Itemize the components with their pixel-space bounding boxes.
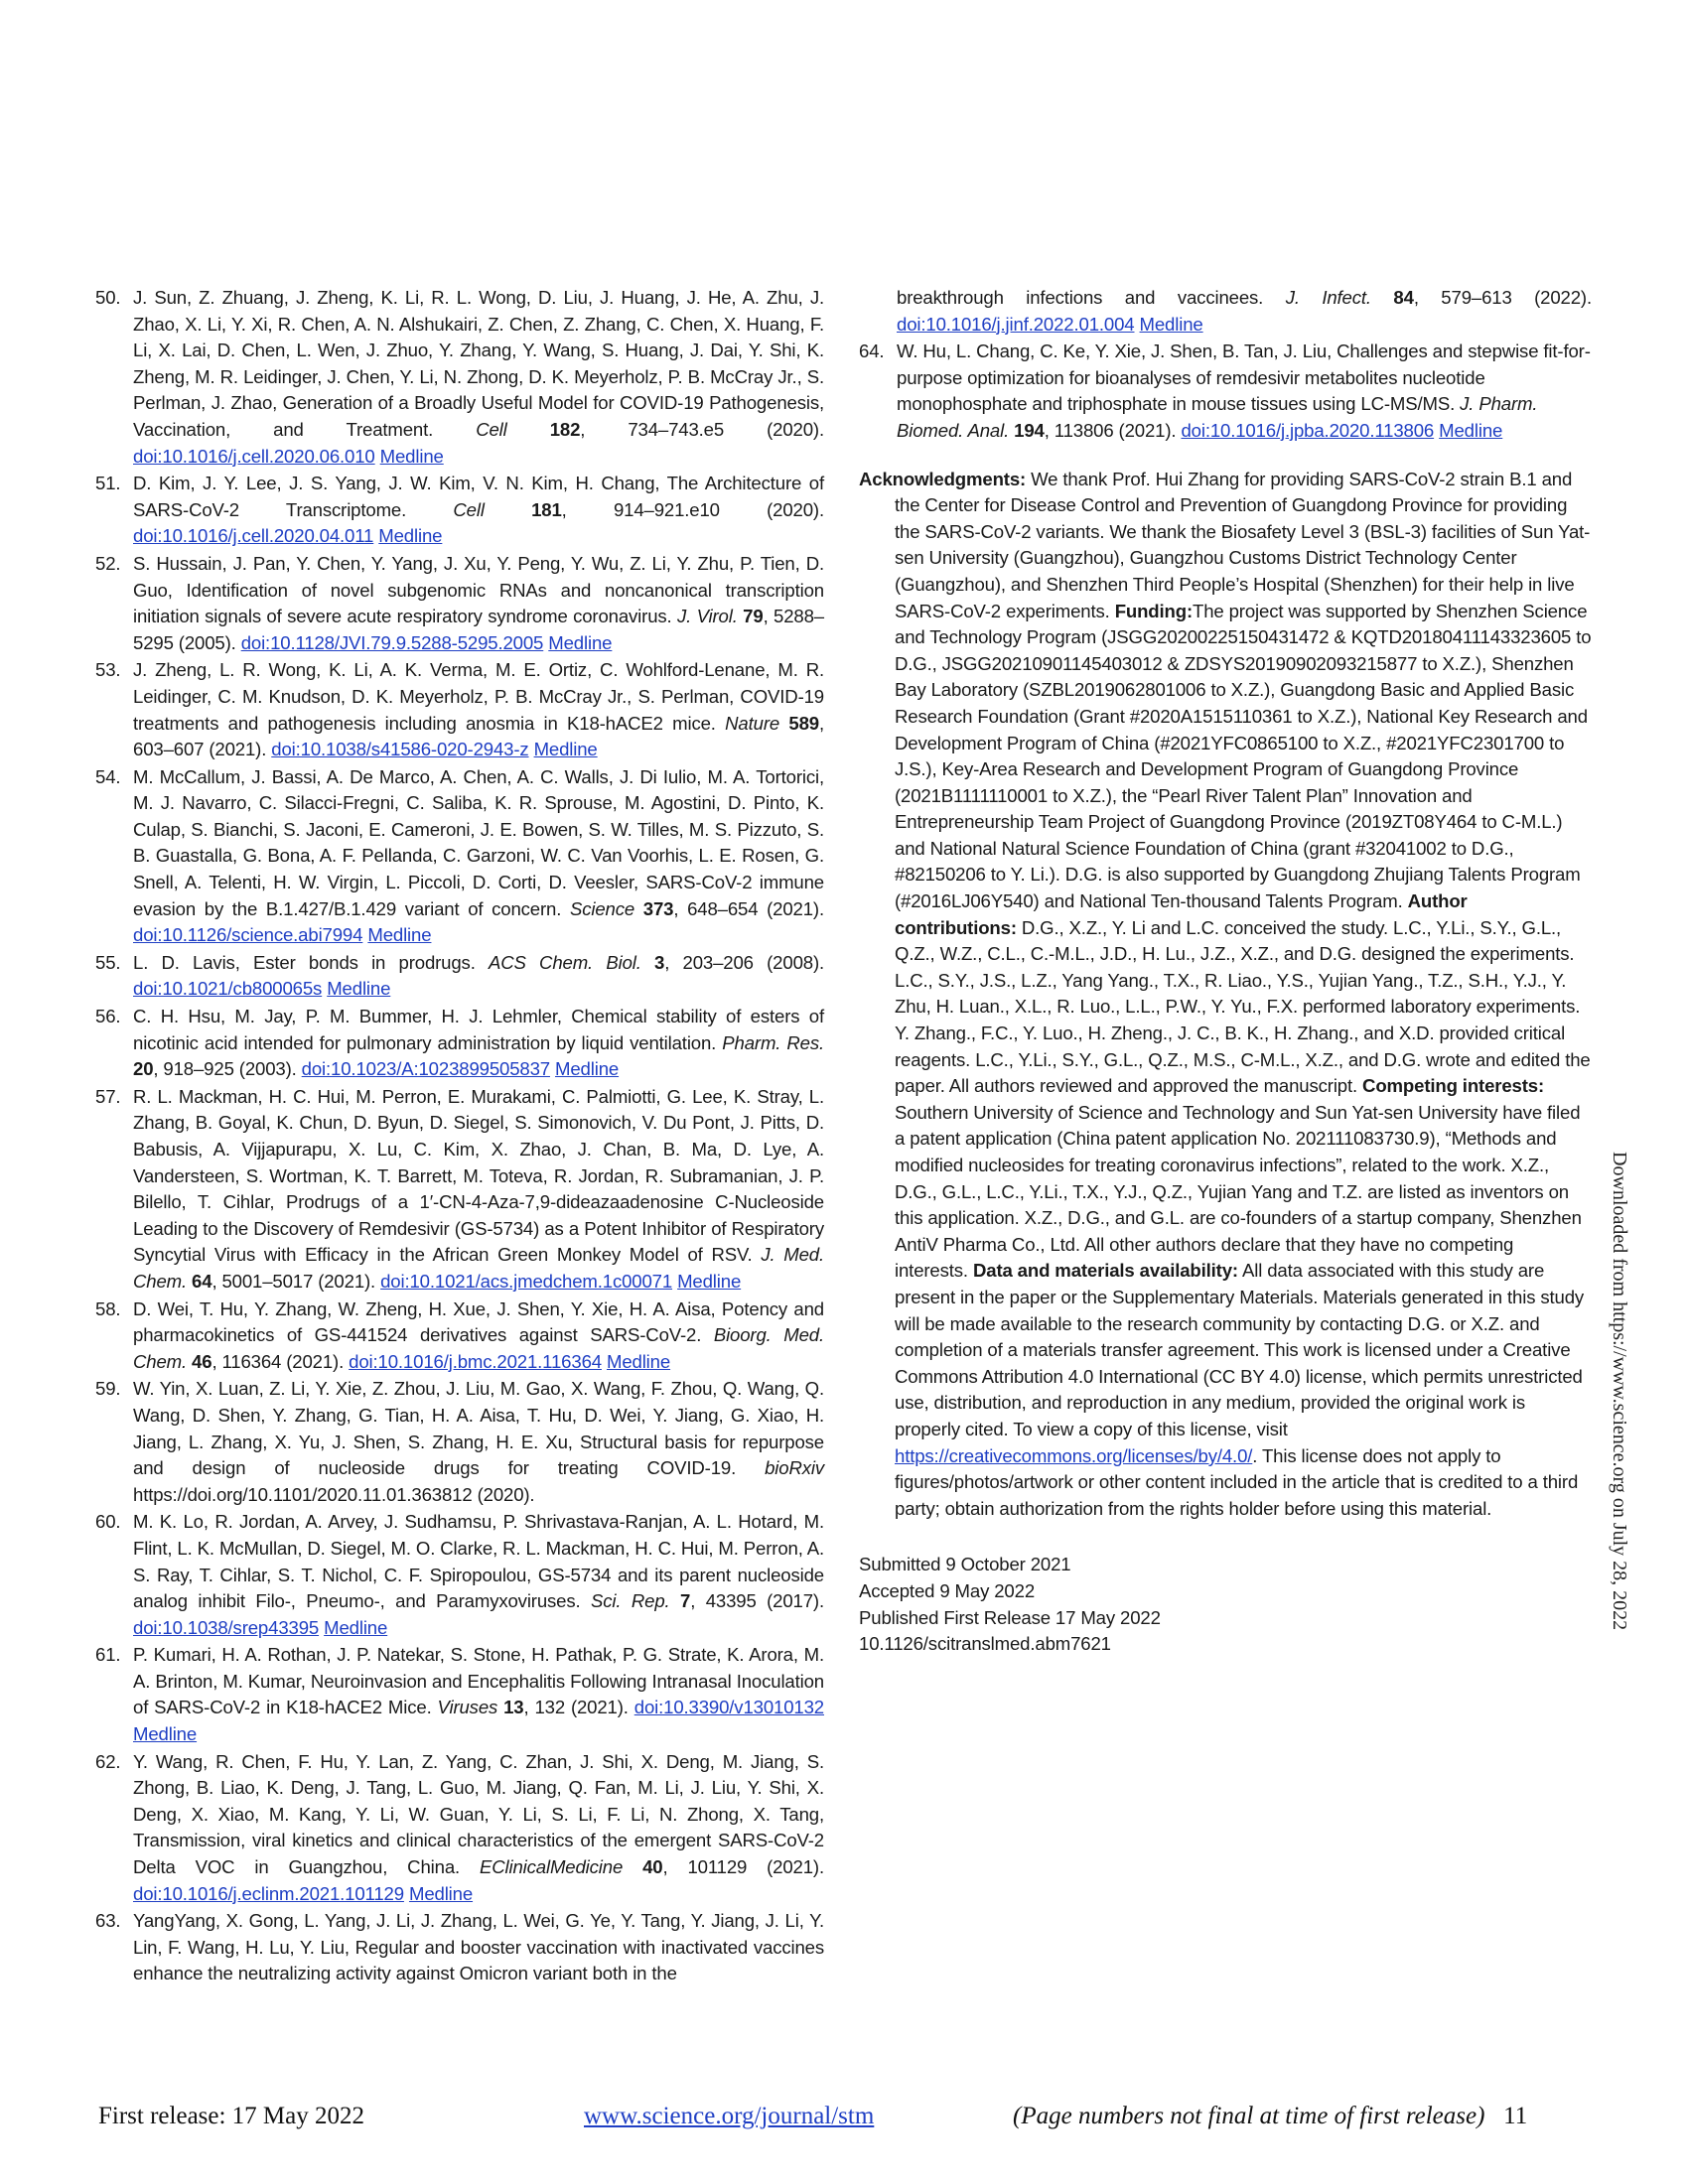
published-date: Published First Release 17 May 2022: [859, 1606, 1161, 1628]
data-availability-text: All data associated with this study are present in the paper or the Supplementary Materials. Materials generated in this study will be made available to the research community by contacting D.G. or X.Z. and completion of a materials transfer agreement. This work is licensed under a Creative Commons Attribution 4.0 International (CC BY 4.0) license, which permits unrestricted use, distribution, and reproduction in any medium, provided the original work is properly cited. To view a copy of this license, visit: [895, 1260, 1585, 1439]
reference-item: [859, 285, 1592, 338]
reference-text: D. Wei, T. Hu, Y. Zhang, W. Zheng, H. Xue, J. Shen, Y. Xie, H. A. Aisa, Potency and pharmacokinetics of GS-441524 derivatives against SARS-CoV-2.: [133, 1297, 824, 1346]
license-link[interactable]: https://creativecommons.org/licenses/by/4.0/: [895, 1444, 1253, 1466]
reference-volume: 181: [531, 498, 562, 520]
reference-volume: 40: [642, 1856, 663, 1878]
reference-pages: , 5001–5017 (2021).: [211, 1270, 376, 1292]
reference-number: 64.: [859, 341, 885, 362]
reference-text: M. McCallum, J. Bassi, A. De Marco, A. Chen, A. C. Walls, J. Di Iulio, M. A. Tortorici, M. J. Navarro, C. Silacci-Fregni, C. Saliba, K. R. Sprouse, M. Agostini, D. Pinto, K. Culap, S. Bianchi, S. Jaconi, E. Cameroni, J. E. Bowen, S. W. Tilles, M. S. Pizzuto, S. B. Guastalla, G. Bona, A. F. Pellanda, C. Garzoni, W. C. Van Voorhis, L. E. Rosen, G. Snell, A. Telenti, H. W. Virgin, L. Piccoli, D. Corti, D. Veesler, SARS-CoV-2 immune evasion by the B.1.427/B.1.429 variant of concern.: [133, 765, 824, 919]
reference-number: 59.: [95, 1378, 121, 1400]
reference-pages: , 5288–5295 (2005).: [133, 606, 824, 653]
right-column: [859, 285, 1592, 1658]
reference-pages: , 132 (2021).: [523, 1697, 629, 1718]
reference-journal: Nature: [725, 712, 780, 734]
reference-number: 60.: [95, 1511, 121, 1533]
reference-number: 58.: [95, 1297, 121, 1319]
reference-item: [95, 551, 824, 656]
reference-number: 63.: [95, 1910, 121, 1932]
reference-pages: , 918–925 (2003).: [153, 1058, 297, 1080]
reference-item: [95, 1376, 824, 1508]
reference-text: D. Kim, J. Y. Lee, J. S. Yang, J. W. Kim, V. N. Kim, H. Chang, The Architecture of SARS-CoV-2 Transcriptome.: [133, 473, 824, 520]
medline-link[interactable]: Medline: [327, 978, 391, 1000]
footer-release-date: First release: 17 May 2022: [98, 2103, 365, 2129]
submitted-date: Submitted 9 October 2021: [859, 1554, 1071, 1575]
reference-volume: 194: [1014, 419, 1045, 441]
reference-pages: , 116364 (2021).: [211, 1350, 345, 1372]
reference-number: 54.: [95, 765, 121, 787]
reference-pages: , 734–743.e5 (2020).: [580, 418, 824, 440]
reference-pages: https://doi.org/10.1101/2020.11.01.363812 (2020).: [133, 1483, 535, 1505]
medline-link[interactable]: Medline: [533, 739, 598, 760]
acknowledgments-text: We thank Prof. Hui Zhang for providing SARS-CoV-2 strain B.1 and the Center for Disease Control and Prevention of Guangdong Province for providing the SARS-CoV-2 variants. We thank the Biosafety Level 3 (BSL-3) facilities of Sun Yat-sen University (Guangzhou), Guangzhou Customs District Technology Center (Guangzhou), and Shenzhen Third People’s Hospital (Shenzhen) for their help in live SARS-CoV-2 experiments.: [895, 468, 1591, 621]
reference-volume: 64: [192, 1270, 212, 1292]
accepted-date: Accepted 9 May 2022: [859, 1579, 1036, 1601]
reference-pages: , 101129 (2021).: [662, 1856, 824, 1878]
reference-number: 61.: [95, 1644, 121, 1666]
data-availability-label: Data and materials availability:: [972, 1260, 1238, 1282]
reference-item: [95, 1004, 824, 1083]
funding-label: Funding:: [1114, 600, 1193, 621]
reference-number: 55.: [95, 951, 121, 973]
reference-journal: J. Virol.: [677, 606, 738, 627]
doi-link[interactable]: doi:10.1016/j.jinf.2022.01.004: [897, 313, 1135, 335]
reference-text: J. Zheng, L. R. Wong, K. Li, A. K. Verma, M. E. Ortiz, C. Wohlford-Lenane, M. R. Leidinger, C. M. Knudson, D. K. Meyerholz, P. B. McCray Jr., S. Perlman, COVID-19 treatments and pathogenesis including anosmia in K18-hACE2 mice.: [133, 659, 824, 734]
references-right-list: [859, 285, 1592, 445]
doi-link[interactable]: doi:10.1038/s41586-020-2943-z: [271, 739, 529, 760]
reference-pages: , 579–613 (2022).: [1413, 287, 1592, 308]
reference-text: YangYang, X. Gong, L. Yang, J. Li, J. Zhang, L. Wei, G. Ye, Y. Tang, Y. Jiang, J. Li, Y. Lin, F. Wang, H. Lu, Y. Liu, Regular and booster vaccination with inactivated vaccines enhance the neutralizing activity against Omicron variant both in the: [133, 1910, 824, 1984]
acknowledgments-section: [859, 467, 1592, 1523]
reference-item: [95, 950, 824, 1003]
doi-link[interactable]: doi:10.1128/JVI.79.9.5288-5295.2005: [240, 631, 544, 653]
reference-volume: 182: [549, 418, 581, 440]
reference-pages: , 648–654 (2021).: [673, 897, 824, 919]
reference-text: P. Kumari, H. A. Rothan, J. P. Natekar, S. Stone, H. Pathak, P. G. Strate, K. Arora, M. A. Brinton, M. Kumar, Neuroinvasion and Encephalitis Following Intranasal Inoculation of SARS-CoV-2 in K18-hACE2 Mice.: [133, 1644, 824, 1718]
reference-item: [95, 764, 824, 949]
medline-link[interactable]: Medline: [408, 1882, 474, 1904]
reference-journal: Viruses: [437, 1697, 498, 1718]
reference-number: 52.: [95, 552, 121, 574]
reference-pages: , 914–921.e10 (2020).: [561, 498, 824, 520]
reference-volume: 7: [680, 1590, 691, 1612]
reference-item: [95, 1297, 824, 1376]
medline-link[interactable]: Medline: [606, 1350, 671, 1372]
reference-number: 50.: [95, 287, 121, 308]
reference-text: W. Hu, L. Chang, C. Ke, Y. Xie, J. Shen, B. Tan, J. Liu, Challenges and stepwise fit-for-purpose optimization for bioanalyses of remdesivir metabolites nucleotide monophosphate and triphosphate in mouse tissues using LC-MS/MS.: [897, 341, 1591, 415]
reference-volume: 13: [503, 1697, 524, 1718]
reference-journal: EClinicalMedicine: [479, 1856, 624, 1878]
medline-link[interactable]: Medline: [133, 1723, 198, 1745]
reference-item: [95, 471, 824, 550]
medline-link[interactable]: Medline: [324, 1616, 388, 1638]
article-doi: 10.1126/scitranslmed.abm7621: [859, 1633, 1111, 1655]
reference-text: S. Hussain, J. Pan, Y. Chen, Y. Yang, J. Xu, Y. Peng, Y. Wu, Z. Li, Y. Zhu, P. Tien, D. Guo, Identification of novel subgenomic RNAs and noncanonical transcription initiation signals of severe acute respiratory syndrome coronavirus.: [133, 552, 824, 627]
medline-link[interactable]: Medline: [1439, 419, 1503, 441]
reference-journal: J. Pharm. Biomed. Anal.: [897, 393, 1538, 441]
reference-pages: , 603–607 (2021).: [133, 712, 824, 760]
reference-journal: J. Med. Chem.: [133, 1244, 824, 1292]
reference-volume: 46: [192, 1350, 212, 1372]
reference-item: [859, 339, 1592, 444]
funding-text: The project was supported by Shenzhen Science and Technology Program (JSGG20200225150431472 & KQTD20180411143323605 to D.G., JSGG20210901145403012 & ZDSYS20190902093215877 to X.Z.), Shenzhen Bay Laboratory (SZBL2019062801006 to X.Z.), Guangdong Basic and Applied Basic Research Foundation (Grant #2020A1515110361 to X.Z.), National Key Research and Development Program of China (#2021YFC0865100 to X.Z., #2021YFC2301700 to J.S.), Key-Area Research and Development Program of Guangdong Province (2021B1111110001 to X.Z.), the “Pearl River Talent Plan” Innovation and Entrepreneurship Team Project of Guangdong Province (2019ZT08Y464 to C-M.L.) and National Natural Science Foundation of China (grant #32041002 to D.G., #82150206 to Y. Li.). D.G. is also supported by Guangdong Zhujiang Talents Program (#2016LJ06Y540) and National Ten-thousand Talents Program.: [895, 600, 1592, 912]
doi-link[interactable]: doi:10.1038/srep43395: [133, 1616, 320, 1638]
reference-volume: 589: [788, 712, 819, 734]
reference-volume: 373: [642, 897, 674, 919]
reference-item: [95, 1084, 824, 1296]
reference-item: [95, 1749, 824, 1908]
reference-journal: Pharm. Res.: [722, 1031, 824, 1053]
author-contributions-label: Author contributions:: [895, 890, 1468, 938]
reference-journal: Sci. Rep.: [591, 1590, 670, 1612]
competing-interests-text: Southern University of Science and Technology and Sun Yat-sen University have filed a patent application (China patent application No. 202111083730.9), “Methods and modified nucleosides for treating coronavirus infections”, related to the work. X.Z., D.G., G.L., L.C., Y.Li., T.X., Y.J., Q.Z., Yujian Yang and T.Z. are listed as inventors on this application. X.Z., D.G., and G.L. are co-founders of a startup company, Shenzhen AntiV Pharma Co., Ltd. All other authors declare that they have no competing interests.: [895, 1101, 1582, 1282]
download-side-note: [1601, 1152, 1640, 1707]
reference-number: 62.: [95, 1750, 121, 1772]
reference-item: [95, 1908, 824, 1987]
reference-journal: Bioorg. Med. Chem.: [133, 1324, 824, 1372]
doi-link[interactable]: doi:10.1016/j.cell.2020.06.010: [133, 445, 375, 467]
doi-link[interactable]: doi:10.1126/science.abi7994: [133, 924, 363, 946]
article-dates: [859, 1552, 1592, 1657]
footer-journal-link[interactable]: www.science.org/journal/stm: [584, 2103, 875, 2129]
reference-journal: bioRxiv: [765, 1457, 824, 1479]
reference-pages: , 113806 (2021).: [1044, 419, 1177, 441]
medline-link[interactable]: Medline: [379, 445, 444, 467]
reference-number: 53.: [95, 659, 121, 681]
reference-text: M. K. Lo, R. Jordan, A. Arvey, J. Sudhamsu, P. Shrivastava-Ranjan, A. L. Hotard, M. Flint, L. K. McMullan, D. Siegel, M. O. Clarke, R. L. Mackman, H. C. Hui, M. Perron, A. S. Ray, T. Cihlar, S. T. Nichol, C. F. Spiropoulou, GS-5734 and its parent nucleoside analog inhibit Filo-, Pneumo-, and Paramyxoviruses.: [133, 1511, 824, 1612]
reference-item: [95, 657, 824, 762]
reference-number: 51.: [95, 473, 121, 494]
medline-link[interactable]: Medline: [378, 525, 443, 547]
doi-link[interactable]: doi:10.3390/v13010132: [633, 1697, 824, 1718]
reference-volume: 79: [743, 606, 764, 627]
reference-journal: ACS Chem. Biol.: [489, 951, 641, 973]
reference-item: [95, 1642, 824, 1747]
reference-journal: Cell: [476, 418, 507, 440]
reference-journal: Cell: [453, 498, 485, 520]
reference-journal: Science: [569, 897, 635, 919]
page-footer: [0, 2103, 1688, 2142]
license-tail-text: . This license does not apply to figures/photos/artwork or other content included in the article that is credited to a third party; obtain authorization from the rights holder before using this material.: [895, 1444, 1579, 1519]
reference-text: R. L. Mackman, H. C. Hui, M. Perron, E. Murakami, C. Palmiotti, G. Lee, K. Stray, L. Zhang, B. Goyal, K. Chun, D. Byun, D. Siegel, S. Simonovich, V. Du Pont, J. Pitts, D. Babusis, A. Vijjapurapu, X. Lu, C. Kim, X. Zhao, J. Chan, B. Ma, D. Lye, A. Vandersteen, S. Wortman, K. T. Barrett, M. Toteva, R. Jordan, R. Subramanian, J. P. Bilello, T. Cihlar, Prodrugs of a 1′-CN-4-Aza-7,9-dideazaadenosine C-Nucleoside Leading to the Discovery of Remdesivir (GS-5734) as a Potent Inhibitor of Respiratory Syncytial Virus with Efficacy in the African Green Monkey Model of RSV.: [133, 1085, 824, 1266]
reference-text: L. D. Lavis, Ester bonds in prodrugs.: [133, 951, 476, 973]
footer-page-note-text: (Page numbers not final at time of first release): [1013, 2103, 1485, 2129]
acknowledgments-label: Acknowledgments:: [859, 468, 1027, 489]
author-contributions-text: D.G., X.Z., Y. Li and L.C. conceived the study. L.C., Y.Li., S.Y., G.L., Q.Z., W.Z., C.L., C.-M.L., J.D., H. Lu., J.Z., X.Z., and D.G. designed the experiments. L.C., S.Y., J.S., L.Z., Yang Yang., T.X., R. Liao., Y.S., Yujian Yang., T.Z., S.H., Y.J., Y. Zhu, H. Luan., X.L., R. Luo., L.L., P.W., Y. Yu., F.X. performed laboratory experiments. Y. Zhang., F.C., Y. Luo., H. Zheng., J. C., B. K., H. Zhang., and X.D. provided critical reagents. L.C., Y.Li., S.Y., G.L., Q.Z., M.S., C-M.L., X.Z., and D.G. wrote and edited the paper. All authors reviewed and approved the manuscript.: [895, 916, 1591, 1097]
reference-number: 56.: [95, 1006, 121, 1027]
footer-page-number: 11: [1503, 2103, 1528, 2129]
reference-text: C. H. Hsu, M. Jay, P. M. Bummer, H. J. Lehmler, Chemical stability of esters of nicotinic acid intended for pulmonary administration by liquid ventilation.: [133, 1006, 824, 1053]
doi-link[interactable]: doi:10.1016/j.eclinm.2021.101129: [133, 1882, 404, 1904]
doi-link[interactable]: doi:10.1021/acs.jmedchem.1c00071: [380, 1270, 673, 1292]
medline-link[interactable]: Medline: [677, 1270, 742, 1292]
reference-text: breakthrough infections and vaccinees.: [897, 287, 1264, 308]
reference-journal: J. Infect.: [1285, 287, 1371, 308]
download-side-note-text: Downloaded from https://www.science.org on July 28, 2022: [1609, 1152, 1630, 1631]
reference-item: [95, 1509, 824, 1641]
reference-pages: , 43395 (2017).: [690, 1590, 824, 1612]
doi-link[interactable]: doi:10.1016/j.bmc.2021.116364: [349, 1350, 602, 1372]
medline-link[interactable]: Medline: [1139, 313, 1203, 335]
references-left-column: [95, 285, 824, 1988]
reference-text: J. Sun, Z. Zhuang, J. Zheng, K. Li, R. L. Wong, D. Liu, J. Huang, J. He, A. Zhu, J. Zhao, X. Li, Y. Xi, R. Chen, A. N. Alshukairi, Z. Chen, Z. Zhang, C. Chen, X. Huang, F. Li, X. Lai, D. Chen, L. Wen, J. Zhuo, Y. Zhang, Y. Wang, S. Huang, J. Dai, Y. Shi, K. Zheng, M. R. Leidinger, J. Chen, Y. Li, N. Zhong, D. K. Meyerholz, P. B. McCray Jr., S. Perlman, J. Zhao, Generation of a Broadly Useful Model for COVID-19 Pathogenesis, Vaccination, and Treatment.: [133, 287, 824, 440]
doi-link[interactable]: doi:10.1023/A:1023899505837: [301, 1058, 550, 1080]
doi-link[interactable]: doi:10.1021/cb800065s: [133, 978, 323, 1000]
competing-interests-label: Competing interests:: [1362, 1075, 1545, 1097]
medline-link[interactable]: Medline: [555, 1058, 620, 1080]
reference-pages: , 203–206 (2008).: [664, 951, 825, 973]
medline-link[interactable]: Medline: [367, 924, 432, 946]
reference-item: [95, 285, 824, 470]
reference-volume: 84: [1393, 287, 1414, 308]
reference-number: 57.: [95, 1085, 121, 1107]
reference-text: W. Yin, X. Luan, Z. Li, Y. Xie, Z. Zhou, J. Liu, M. Gao, X. Wang, F. Zhou, Q. Wang, Q. Wang, D. Shen, Y. Zhang, G. Tian, H. A. Aisa, T. Hu, D. Wei, Y. Jiang, G. Xiao, H. Jiang, L. Zhang, X. Yu, J. Shen, S. Zhang, H. E. Xu, Structural basis for repurpose and design of nucleoside drugs for treating COVID-19.: [133, 1378, 824, 1479]
footer-page-note: [1013, 2103, 1527, 2130]
reference-text: Y. Wang, R. Chen, F. Hu, Y. Lan, Z. Yang, C. Zhan, J. Shi, X. Deng, M. Jiang, S. Zhong, B. Liao, K. Deng, J. Tang, L. Guo, M. Jiang, Q. Fan, M. Li, J. Liu, Y. Shi, X. Deng, X. Xiao, M. Kang, Y. Li, W. Guan, Y. Li, S. Li, F. Li, N. Zhong, X. Tang, Transmission, viral kinetics and clinical characteristics of the emergent SARS-CoV-2 Delta VOC in Guangzhou, China.: [133, 1750, 824, 1878]
doi-link[interactable]: doi:10.1016/j.jpba.2020.113806: [1181, 419, 1435, 441]
medline-link[interactable]: Medline: [548, 631, 613, 653]
doi-link[interactable]: doi:10.1016/j.cell.2020.04.011: [133, 525, 374, 547]
reference-volume: 20: [133, 1058, 154, 1080]
reference-volume: 3: [654, 951, 665, 973]
